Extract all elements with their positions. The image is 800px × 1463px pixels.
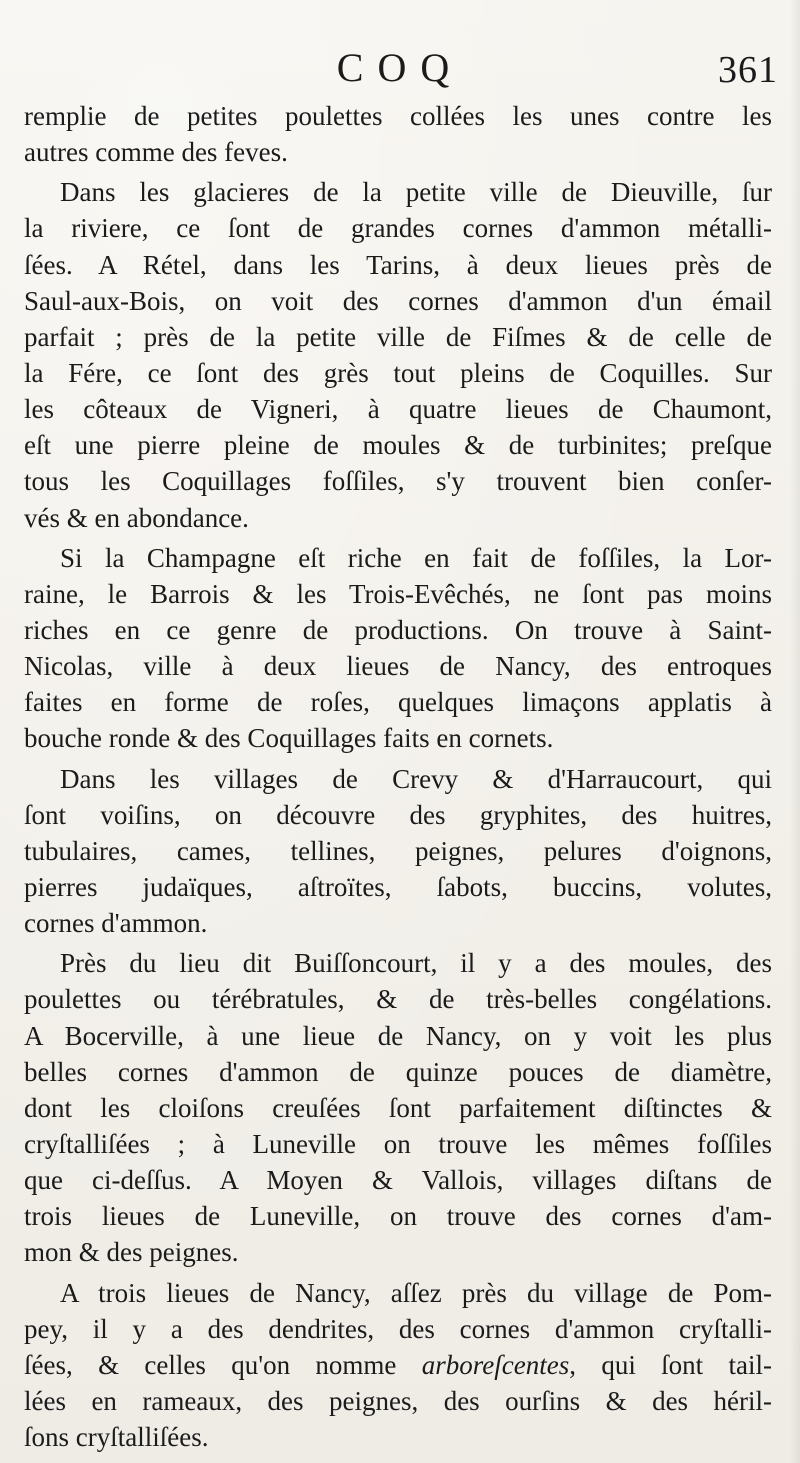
text-line: dont les cloiſons creuſées ſont parfaitement diſtinctes & (24, 1092, 772, 1123)
text-line: Dans les glacieres de la petite ville de Dieuville, ſur (60, 177, 772, 208)
text-line: remplie de petites poulettes collées les unes contre les (24, 101, 772, 131)
text-line: A Bocerville, à une lieue de Nancy, on y voit les plus (24, 1020, 772, 1051)
running-head: COQ (336, 45, 464, 90)
paragraph (24, 174, 772, 535)
text-line: cryſtalliſées ; à Luneville on trouve les mêmes foſſiles (24, 1128, 772, 1159)
paragraph (24, 761, 772, 942)
text-line: la Fére, ce ſont des grès tout pleins de Coquilles. Sur (24, 357, 772, 388)
text-run: , qui ſont tail- (569, 1349, 772, 1380)
italic-term: arboreſcentes (421, 1349, 570, 1380)
paragraph (24, 540, 772, 757)
text-run: ſées, & celles qu'on nomme (24, 1349, 422, 1380)
text-line: parfait ; près de la petite ville de Fiſmes & de celle de (24, 321, 772, 352)
text-line: vés & en abondance. (24, 502, 249, 533)
text-line: que ci-deſſus. A Moyen & Vallois, villages diſtans de (24, 1165, 772, 1196)
text-line: poulettes ou térébratules, & de très-belles congélations. (24, 984, 772, 1015)
page-edge-shadow (790, 0, 800, 1463)
text-line: pierres judaïques, aſtroïtes, ſabots, buccins, volutes, (24, 871, 772, 902)
body-text (24, 98, 772, 1455)
page-header (0, 42, 800, 94)
text-line: Nicolas, ville à deux lieues de Nancy, des entroques (24, 651, 772, 682)
text-line (24, 1347, 772, 1383)
text-line: autres comme des feves. (24, 137, 288, 168)
paragraph (24, 98, 772, 170)
text-line: A trois lieues de Nancy, aſſez près du village de Pom- (60, 1277, 772, 1308)
text-line: Si la Champagne eſt riche en fait de foſſiles, la Lor- (60, 542, 772, 573)
text-line: les côteaux de Vigneri, à quatre lieues de Chaumont, (24, 394, 772, 425)
text-line: ſons cryſtalliſées. (24, 1422, 209, 1453)
text-line: lées en rameaux, des peignes, des ourſins & des héril- (24, 1385, 772, 1416)
text-line: tubulaires, cames, tellines, peignes, pelures d'oignons, (24, 835, 772, 866)
text-line: tous les Coquillages foſſiles, s'y trouvent bien conſer- (24, 466, 772, 497)
text-line: faites en forme de roſes, quelques limaçons applatis à (24, 687, 772, 718)
text-line: Saul-aux-Bois, on voit des cornes d'ammon d'un émail (24, 285, 772, 316)
text-line: Dans les villages de Crevy & d'Harraucourt, qui (60, 763, 772, 794)
text-line: raine, le Barrois & les Trois-Evêchés, ne ſont pas moins (24, 578, 772, 609)
text-line: riches en ce genre de productions. On trouve à Saint- (24, 614, 772, 645)
text-line: ſées. A Rétel, dans les Tarins, à deux lieues près de (24, 249, 772, 280)
text-line: pey, il y a des dendrites, des cornes d'ammon cryſtalli- (24, 1313, 772, 1344)
page-number: 361 (718, 49, 778, 91)
paragraph (24, 945, 772, 1270)
text-line: mon & des peignes. (24, 1237, 239, 1268)
text-line: ſont voiſins, on découvre des gryphites, des huitres, (24, 799, 772, 830)
text-line: trois lieues de Luneville, on trouve des cornes d'am- (24, 1201, 772, 1232)
paragraph (24, 1275, 772, 1456)
text-line: belles cornes d'ammon de quinze pouces de diamètre, (24, 1056, 772, 1087)
text-line: la riviere, ce ſont de grandes cornes d'ammon métalli- (24, 213, 772, 244)
text-line: cornes d'ammon. (24, 908, 208, 939)
text-line: Près du lieu dit Buiſſoncourt, il y a des moules, des (60, 948, 772, 979)
text-line: eſt une pierre pleine de moules & de turbinites; preſque (24, 430, 772, 461)
text-line: bouche ronde & des Coquillages faits en cornets. (24, 723, 554, 754)
